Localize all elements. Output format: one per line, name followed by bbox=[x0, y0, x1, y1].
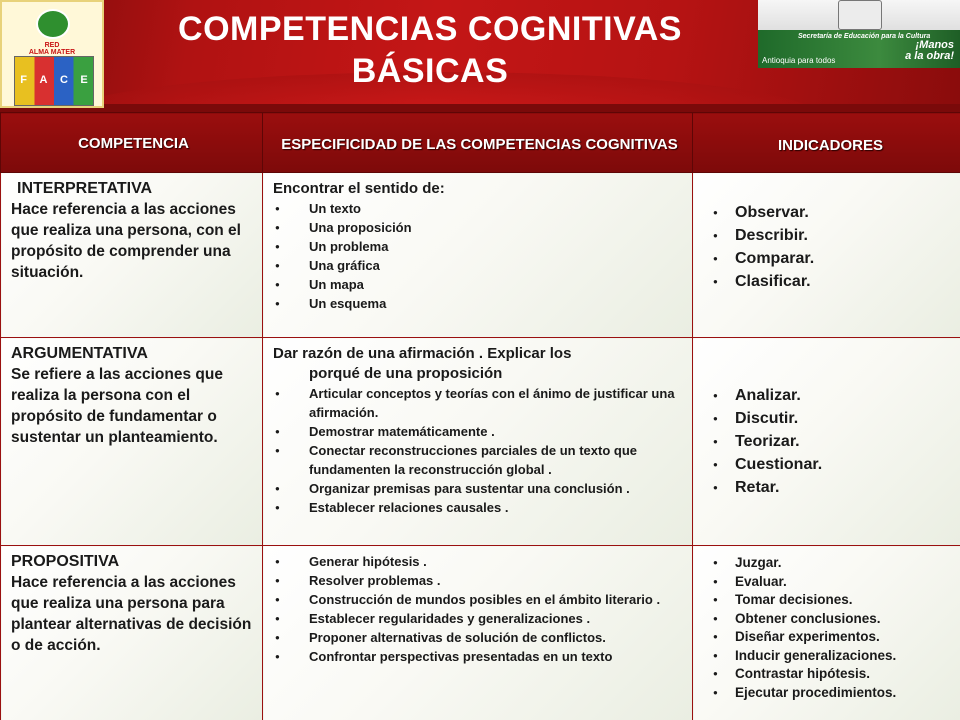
competencia-cell bbox=[1, 546, 263, 720]
list-item: ● Un mapa bbox=[273, 275, 686, 294]
table-row bbox=[1, 546, 960, 720]
list-item: ● Evaluar. bbox=[707, 573, 954, 592]
manos-a-la-obra-text bbox=[905, 40, 954, 62]
competencia-description: Se refiere a las acciones que realiza la persona con el propósito de fundamentar o sustentar un planteamiento. bbox=[11, 366, 223, 446]
especificidad-list bbox=[273, 199, 686, 313]
list-item: ● Diseñar experimentos. bbox=[707, 628, 954, 647]
face-letter: E bbox=[80, 74, 88, 86]
competencia-cell bbox=[1, 173, 263, 338]
competencia-name: INTERPRETATIVA bbox=[17, 180, 153, 197]
face-letter: A bbox=[39, 74, 48, 86]
manos-line1: ¡Manos bbox=[915, 39, 954, 51]
list-item: ● Retar. bbox=[707, 476, 954, 499]
list-item: ● Un problema bbox=[273, 237, 686, 256]
list-item: ● Clasificar. bbox=[707, 270, 954, 293]
indicadores-list bbox=[707, 554, 954, 702]
header-especificidad: ESPECIFICIDAD DE LAS COMPETENCIAS COGNITIVAS bbox=[263, 113, 693, 173]
antioquia-seal-icon bbox=[838, 0, 882, 30]
especificidad-intro: Encontrar el sentido de: bbox=[273, 180, 445, 197]
list-item: ● Cuestionar. bbox=[707, 453, 954, 476]
competencia-description: Hace referencia a las acciones que realiza una persona, con el propósito de comprender una situación. bbox=[11, 201, 241, 281]
face-letter: C bbox=[59, 74, 68, 86]
list-item: ● Contrastar hipótesis. bbox=[707, 665, 954, 684]
face-letters bbox=[14, 74, 94, 86]
manos-line2: a la obra! bbox=[905, 50, 954, 62]
competencia-description: Hace referencia a las acciones que realiza una persona para plantear alternativas de decisión o de acción. bbox=[11, 574, 252, 654]
list-item: ● Organizar premisas para sustentar una conclusión . bbox=[273, 479, 686, 498]
header-indicadores: INDICADORES bbox=[693, 113, 960, 173]
competencia-name: ARGUMENTATIVA bbox=[11, 345, 148, 362]
antioquia-text: Antioquia para todos bbox=[762, 56, 836, 65]
indicadores-cell bbox=[693, 338, 960, 546]
competencias-table bbox=[0, 112, 960, 720]
list-item: ● Proponer alternativas de solución de conflictos. bbox=[273, 628, 686, 647]
especificidad-cell bbox=[263, 338, 693, 546]
list-item: ● Demostrar matemáticamente . bbox=[273, 422, 686, 441]
especificidad-cell bbox=[263, 173, 693, 338]
header-bottom-band bbox=[0, 104, 960, 112]
secretaria-text: Secretaría de Educación para la Cultura bbox=[798, 33, 931, 40]
especificidad-intro bbox=[273, 344, 686, 384]
list-item: ● Ejecutar procedimientos. bbox=[707, 684, 954, 703]
list-item: ● Comparar. bbox=[707, 247, 954, 270]
especificidad-intro-line1: Dar razón de una afirmación . Explicar los bbox=[273, 345, 572, 362]
red-alma-mater-logo bbox=[0, 0, 104, 108]
list-item: ● Una proposición bbox=[273, 218, 686, 237]
indicadores-list bbox=[707, 201, 954, 293]
indicadores-list bbox=[707, 384, 954, 499]
list-item: ● Establecer relaciones causales . bbox=[273, 498, 686, 517]
indicadores-cell bbox=[693, 173, 960, 338]
list-item: ● Inducir generalizaciones. bbox=[707, 647, 954, 666]
header-banner bbox=[0, 0, 960, 112]
list-item: ● Construcción de mundos posibles en el ámbito literario . bbox=[273, 590, 686, 609]
especificidad-cell bbox=[263, 546, 693, 720]
list-item: ● Un texto bbox=[273, 199, 686, 218]
especificidad-list bbox=[273, 384, 686, 517]
list-item: ● Un esquema bbox=[273, 294, 686, 313]
list-item: ● Conectar reconstrucciones parciales de un texto que fundamenten la reconstrucción global . bbox=[273, 441, 686, 479]
list-item: ● Establecer regularidades y generalizaciones . bbox=[273, 609, 686, 628]
competencia-cell bbox=[1, 338, 263, 546]
especificidad-intro-line2: porqué de una proposición bbox=[309, 365, 503, 382]
list-item: ● Tomar decisiones. bbox=[707, 591, 954, 610]
logo-left-line2: ALMA MATER bbox=[28, 49, 76, 56]
indicadores-cell bbox=[693, 546, 960, 720]
list-item: ● Obtener conclusiones. bbox=[707, 610, 954, 629]
face-letter: F bbox=[20, 74, 27, 86]
list-item: ● Resolver problemas . bbox=[273, 571, 686, 590]
list-item: ● Generar hipótesis . bbox=[273, 552, 686, 571]
list-item: ● Articular conceptos y teorías con el ánimo de justificar una afirmación. bbox=[273, 384, 686, 422]
antioquia-logo bbox=[758, 0, 960, 68]
list-item: ● Observar. bbox=[707, 201, 954, 224]
header-competencia: COMPETENCIA bbox=[1, 113, 263, 173]
logo-left-line1: RED bbox=[44, 42, 60, 49]
table-row bbox=[1, 173, 960, 338]
especificidad-list bbox=[273, 552, 686, 666]
list-item: ● Teorizar. bbox=[707, 430, 954, 453]
competencia-name: PROPOSITIVA bbox=[11, 553, 120, 570]
list-item: ● Juzgar. bbox=[707, 554, 954, 573]
table-row bbox=[1, 338, 960, 546]
list-item: ● Describir. bbox=[707, 224, 954, 247]
list-item: ● Confrontar perspectivas presentadas en un texto bbox=[273, 647, 686, 666]
list-item: ● Analizar. bbox=[707, 384, 954, 407]
page-title: COMPETENCIAS COGNITIVAS BÁSICAS bbox=[178, 10, 682, 90]
list-item: ● Una gráfica bbox=[273, 256, 686, 275]
alma-mater-emblem-icon bbox=[36, 9, 70, 39]
list-item: ● Discutir. bbox=[707, 407, 954, 430]
table-header-row bbox=[1, 113, 960, 173]
